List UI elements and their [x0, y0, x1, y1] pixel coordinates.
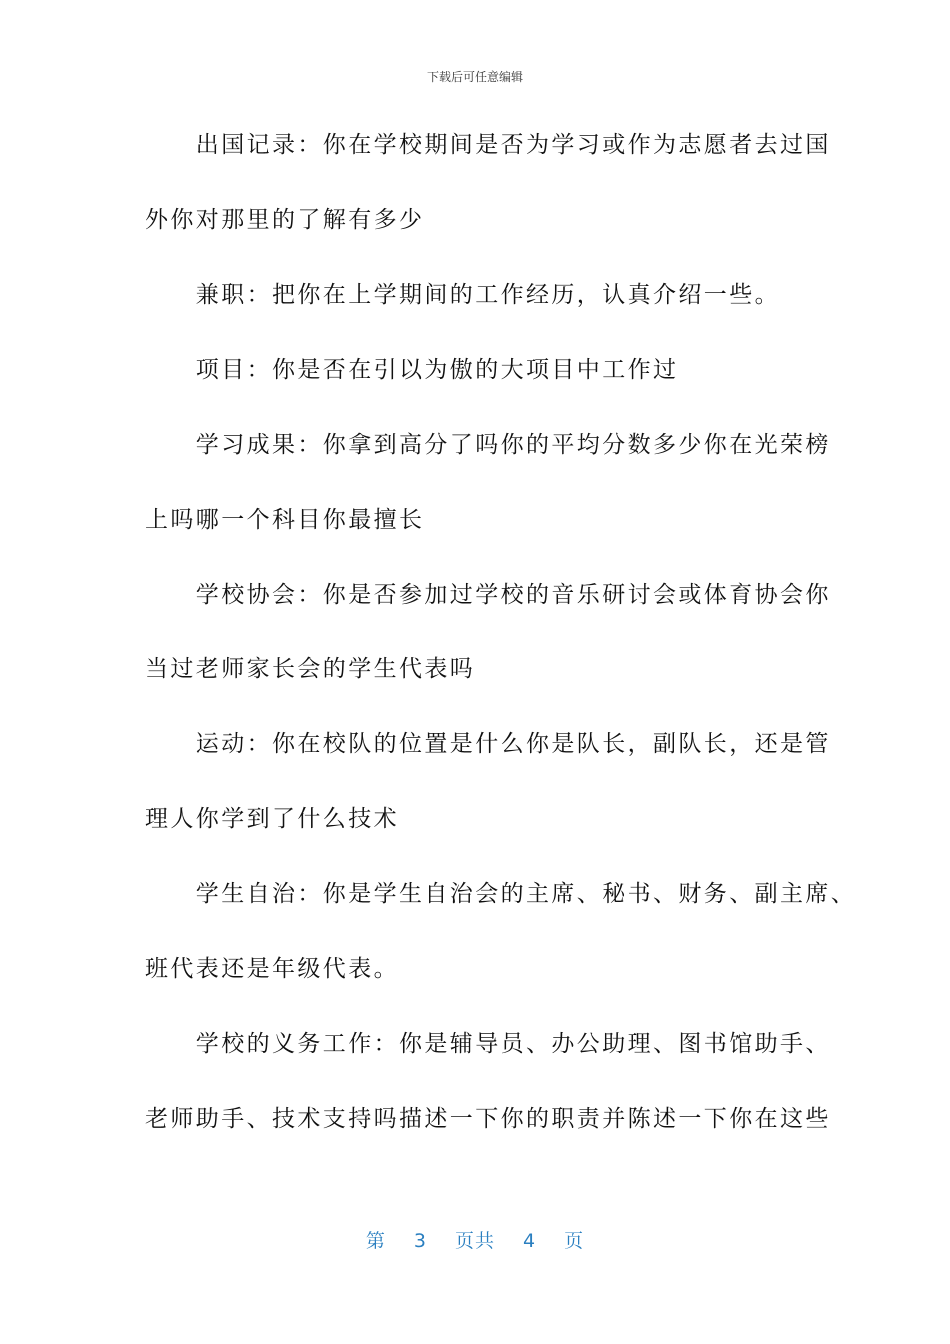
paragraph-line: 老师助手、技术支持吗描述一下你的职责并陈述一下你在这些 — [145, 1106, 831, 1132]
current-page-number: 3 — [413, 1230, 427, 1252]
paragraph-line: 外你对那里的了解有多少 — [145, 207, 425, 233]
paragraph-line: 学校协会：你是否参加过学校的音乐研讨会或体育协会你 — [145, 582, 831, 608]
paragraph-line: 上吗哪一个科目你最擅长 — [145, 507, 425, 533]
total-page-number: 4 — [523, 1230, 537, 1252]
paragraph-line: 理人你学到了什么技术 — [145, 806, 399, 832]
paragraph-line: 学习成果：你拿到高分了吗你的平均分数多少你在光荣榜 — [145, 432, 831, 458]
paragraph-line: 兼职：把你在上学期间的工作经历，认真介绍一些。 — [145, 282, 780, 308]
paragraph-line: 学校的义务工作：你是辅导员、办公助理、图书馆助手、 — [145, 1031, 831, 1057]
paragraph-line: 运动：你在校队的位置是什么你是队长，副队长，还是管 — [145, 731, 831, 757]
page-header-note: 下载后可任意编辑 — [426, 70, 523, 84]
page-footer — [0, 1226, 950, 1253]
paragraph-line: 学生自治：你是学生自治会的主席、秘书、财务、副主席、 — [145, 881, 857, 907]
paragraph-line: 班代表还是年级代表。 — [145, 956, 399, 982]
footer-middle: 页共 — [454, 1230, 495, 1252]
paragraph-line: 项目：你是否在引以为傲的大项目中工作过 — [145, 357, 679, 383]
footer-suffix: 页 — [564, 1230, 585, 1252]
paragraph-line: 当过老师家长会的学生代表吗 — [145, 656, 476, 682]
paragraph-line: 出国记录：你在学校期间是否为学习或作为志愿者去过国 — [145, 132, 831, 158]
footer-prefix: 第 — [365, 1230, 386, 1252]
